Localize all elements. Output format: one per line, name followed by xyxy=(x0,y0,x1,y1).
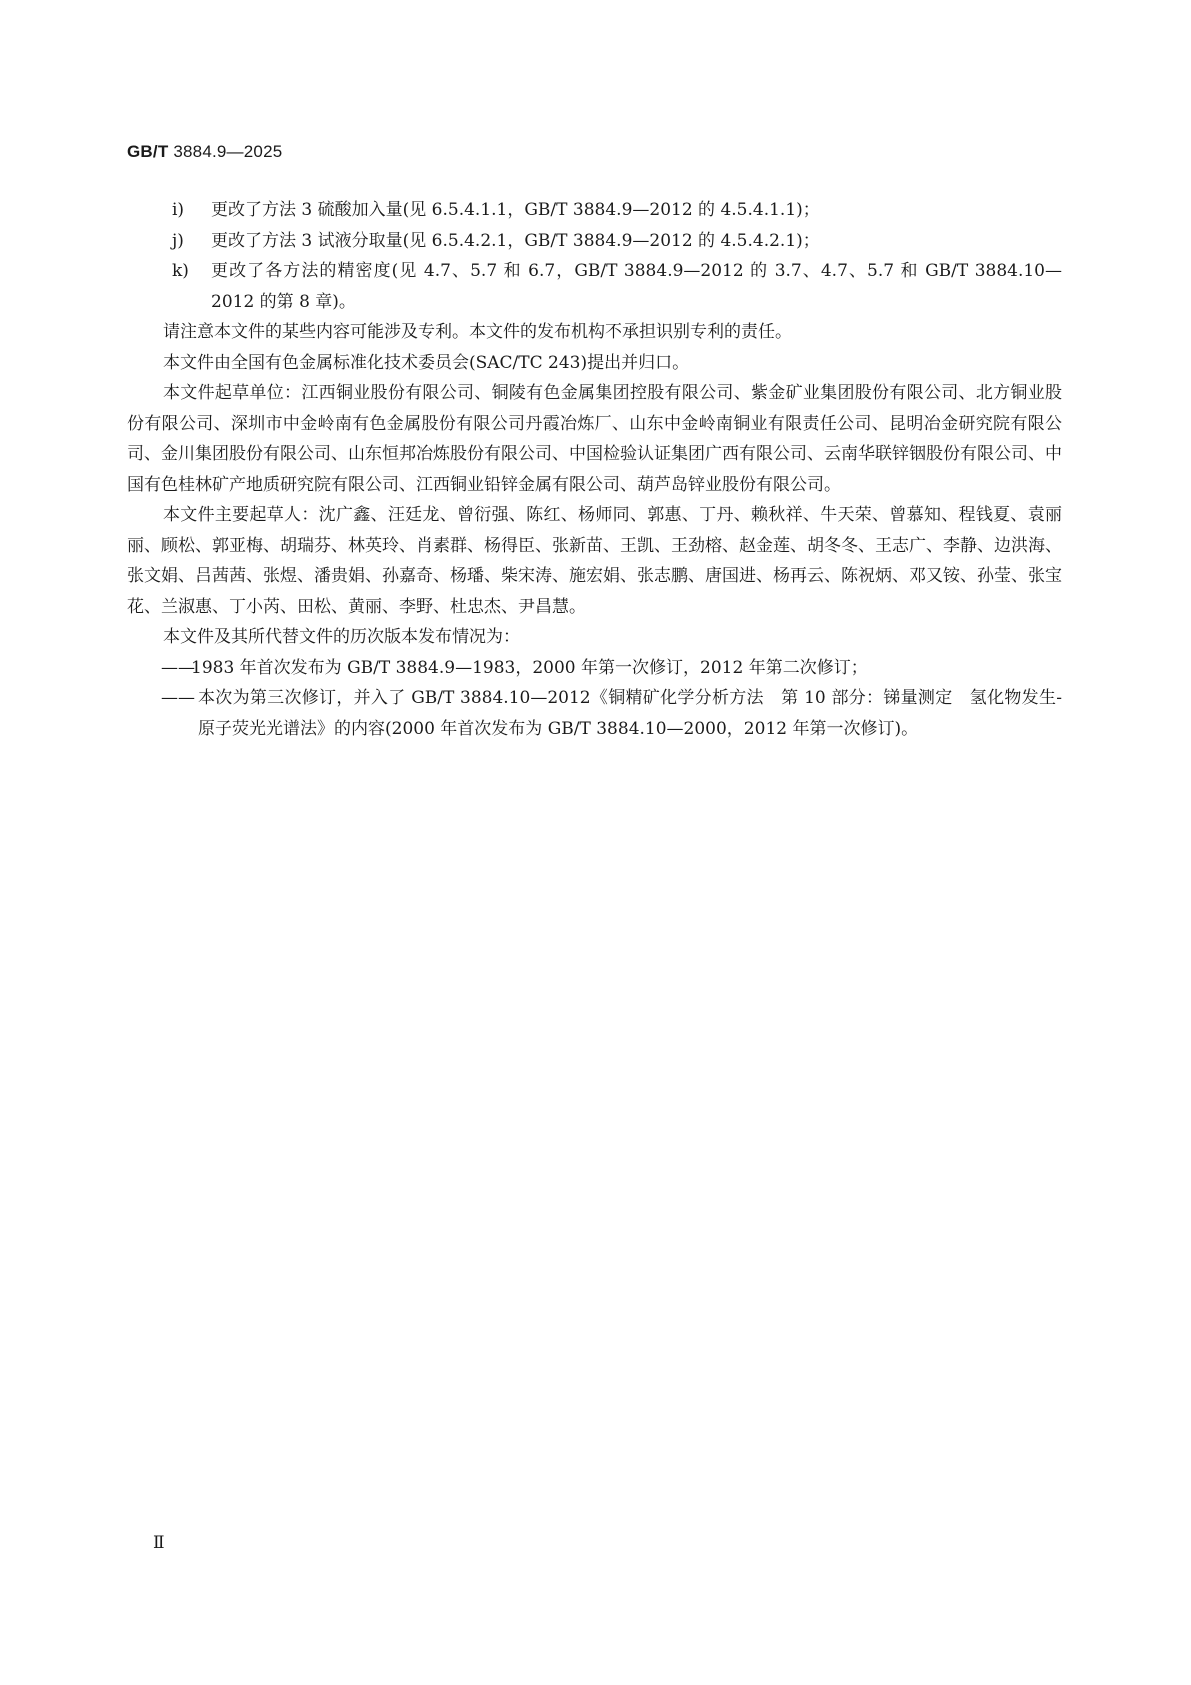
proposer-statement: 本文件由全国有色金属标准化技术委员会(SAC/TC 243)提出并归口。 xyxy=(163,352,690,373)
list-marker: j) xyxy=(172,230,184,251)
page-header xyxy=(127,142,282,162)
dash-marker: —— xyxy=(161,657,195,678)
list-item xyxy=(172,256,1062,317)
list-item xyxy=(172,226,1062,257)
history-item xyxy=(161,653,1062,684)
list-item xyxy=(172,195,1062,226)
list-item-text: 更改了方法 3 硫酸加入量(见 6.5.4.1.1，GB/T 3884.9—2012 的 4.5.4.1.1)； xyxy=(211,200,820,220)
history-item xyxy=(161,683,1062,744)
drafting-units-paragraph: 本文件起草单位：江西铜业股份有限公司、铜陵有色金属集团控股有限公司、紫金矿业集团股份有限公司、北方铜业股份有限公司、深圳市中金岭南有色金属股份有限公司丹霞冶炼厂、山东中金岭南铜业有限责任公司、昆明冶金研究院有限公司、金川集团股份有限公司、山东恒邦冶炼股份有限公司、中国检验认证集团广西有限公司、云南华联锌铟股份有限公司、中国有色桂林矿产地质研究院有限公司、江西铜业铅锌金属有限公司、葫芦岛锌业股份有限公司。 xyxy=(127,383,1062,495)
patent-notice: 请注意本文件的某些内容可能涉及专利。本文件的发布机构不承担识别专利的责任。 xyxy=(163,322,792,342)
list-item-text: 更改了各方法的精密度(见 4.7、5.7 和 6.7，GB/T 3884.9—2012 的 3.7、4.7、5.7 和 GB/T 3884.10—2012 的第 8 章)。 xyxy=(211,261,1062,312)
dash-marker: —— xyxy=(161,688,195,708)
list-marker: k) xyxy=(172,261,189,281)
standard-number: 3884.9—2025 xyxy=(173,142,283,161)
standard-prefix: GB/T xyxy=(127,142,169,161)
history-item-text: 本次为第三次修订，并入了 GB/T 3884.10—2012《铜精矿化学分析方法 第 10 部分：锑量测定 氢化物发生-原子荧光光谱法》的内容(2000 年首次发布为 GB/T 3884.10—2000，2012 年第一次修订)。 xyxy=(198,688,1062,739)
history-item-text: 1983 年首次发布为 GB/T 3884.9—1983，2000 年第一次修订，2012 年第二次修订； xyxy=(191,657,868,678)
history-intro: 本文件及其所代替文件的历次版本发布情况为： xyxy=(163,627,520,647)
list-item-text: 更改了方法 3 试液分取量(见 6.5.4.2.1，GB/T 3884.9—2012 的 4.5.4.2.1)； xyxy=(211,230,820,251)
drafters-paragraph: 本文件主要起草人：沈广鑫、汪廷龙、曾衍强、陈红、杨师同、郭惠、丁丹、赖秋祥、牛天荣、曾慕知、程钱夏、袁丽丽、顾松、郭亚梅、胡瑞芬、林英玲、肖素群、杨得臣、张新苗、王凯、王劲榕、赵金莲、胡冬冬、王志广、李静、边洪海、张文娟、吕茜茜、张煜、潘贵娟、孙嘉奇、杨璠、柴宋涛、施宏娟、张志鹏、唐国进、杨再云、陈祝炳、邓又铵、孙莹、张宝花、兰淑惠、丁小芮、田松、黄丽、李野、杜忠杰、尹昌慧。 xyxy=(127,505,1062,617)
list-marker: i) xyxy=(172,200,185,220)
page-number: Ⅱ xyxy=(153,1533,165,1552)
main-content xyxy=(127,195,1062,744)
